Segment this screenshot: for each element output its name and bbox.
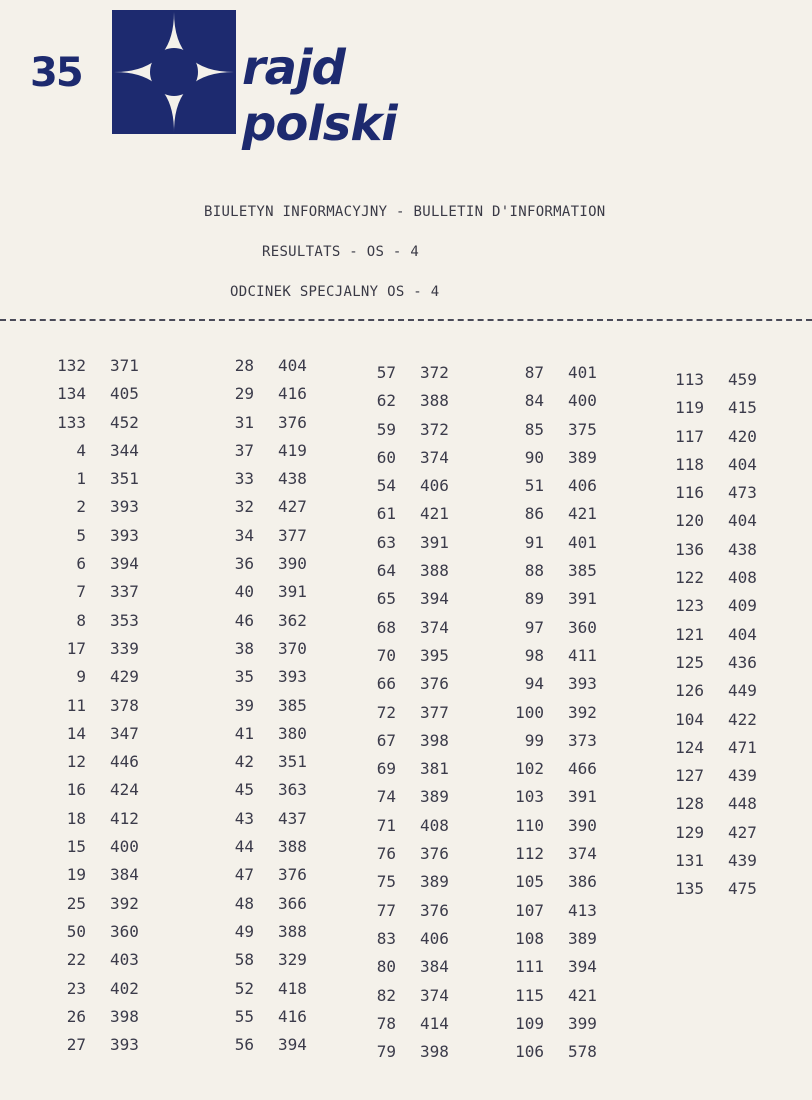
car-number: 9 (76, 667, 86, 687)
bulletin-title: BIULETYN INFORMACYJNY - BULLETIN D'INFORMATION (204, 204, 606, 220)
car-number: 78 (376, 1013, 396, 1033)
car-number: 120 (675, 511, 704, 531)
car-number: 109 (515, 1013, 544, 1033)
car-number: 40 (234, 582, 254, 602)
car-number: 44 (234, 837, 254, 857)
car-number: 129 (675, 822, 704, 842)
car-number: 66 (376, 674, 396, 694)
car-number: 126 (675, 681, 704, 701)
car-number: 11 (66, 695, 86, 715)
car-number: 60 (376, 447, 396, 467)
car-number: 90 (524, 447, 544, 467)
car-number: 15 (66, 837, 86, 857)
stage-time: 366 (278, 893, 307, 913)
stage-time: 408 (728, 568, 757, 588)
stage-time: 412 (110, 808, 139, 828)
stage-time: 351 (110, 469, 139, 489)
car-number: 119 (675, 398, 704, 418)
stage-time: 389 (420, 872, 449, 892)
stage-time: 385 (568, 561, 597, 581)
car-number: 36 (234, 554, 254, 574)
stage-time: 372 (420, 419, 449, 439)
stage-time: 399 (568, 1013, 597, 1033)
car-number: 37 (234, 440, 254, 460)
stage-time: 374 (420, 447, 449, 467)
car-number: 34 (234, 525, 254, 545)
car-number: 48 (234, 893, 254, 913)
car-number: 57 (376, 363, 396, 382)
car-number: 84 (524, 391, 544, 411)
car-number: 105 (515, 872, 544, 892)
logo-number: 35 (30, 50, 82, 96)
car-number: 27 (66, 1035, 86, 1055)
stage-time: 391 (568, 589, 597, 609)
stage-time: 459 (728, 370, 757, 389)
car-number: 97 (524, 617, 544, 637)
stage-time: 406 (568, 476, 597, 496)
dashed-divider (0, 319, 812, 321)
car-number: 23 (66, 978, 86, 998)
stage-time: 394 (420, 589, 449, 609)
stage-time: 446 (110, 752, 139, 772)
car-number: 115 (515, 985, 544, 1005)
car-number: 17 (66, 638, 86, 658)
stage-time: 376 (420, 844, 449, 864)
stage-time: 376 (420, 900, 449, 920)
stage-time: 384 (420, 957, 449, 977)
car-number: 124 (675, 737, 704, 757)
stage-time: 452 (110, 412, 139, 432)
stage-time: 374 (568, 844, 597, 864)
stage-time: 391 (278, 582, 307, 602)
car-number: 88 (524, 561, 544, 581)
stage-time: 578 (568, 1042, 597, 1062)
stage-time: 420 (728, 426, 757, 446)
car-number: 55 (234, 1006, 254, 1026)
car-number: 123 (675, 596, 704, 616)
stage-time: 392 (110, 893, 139, 913)
stage-time: 419 (278, 440, 307, 460)
stage-time: 388 (420, 391, 449, 411)
car-number: 77 (376, 900, 396, 920)
stage-time: 380 (278, 723, 307, 743)
car-number: 19 (66, 865, 86, 885)
stage-time: 393 (110, 497, 139, 517)
stage-time: 393 (568, 674, 597, 694)
stage-time: 471 (728, 737, 757, 757)
car-number: 127 (675, 766, 704, 786)
car-number: 68 (376, 617, 396, 637)
stage-time: 421 (568, 504, 597, 524)
car-number: 134 (57, 384, 86, 404)
logo-wordmark: rajd polski (242, 40, 397, 152)
stage-time: 409 (728, 596, 757, 616)
stage-time: 404 (728, 511, 757, 531)
stage-time: 437 (278, 808, 307, 828)
stage-time: 404 (728, 454, 757, 474)
stage-time: 473 (728, 483, 757, 503)
car-number: 47 (234, 865, 254, 885)
stage-time: 390 (278, 554, 307, 574)
car-number: 108 (515, 928, 544, 948)
car-number: 25 (66, 893, 86, 913)
car-number: 39 (234, 695, 254, 715)
stage-time: 393 (110, 525, 139, 545)
stage-time: 401 (568, 532, 597, 552)
stage-time: 377 (278, 525, 307, 545)
stage-time: 475 (728, 879, 757, 899)
stage-time: 376 (420, 674, 449, 694)
car-number: 2 (76, 497, 86, 517)
stage-time: 374 (420, 985, 449, 1005)
stage-time: 377 (420, 702, 449, 722)
stage-time: 413 (568, 900, 597, 920)
stage-time: 439 (728, 851, 757, 871)
car-number: 45 (234, 780, 254, 800)
stage-time: 329 (278, 950, 307, 970)
car-number: 118 (675, 454, 704, 474)
car-number: 61 (376, 504, 396, 524)
stage-time: 422 (728, 709, 757, 729)
car-number: 64 (376, 561, 396, 581)
stage-time: 438 (728, 539, 757, 559)
stage-time: 375 (568, 419, 597, 439)
car-number: 103 (515, 787, 544, 807)
stage-time: 427 (278, 497, 307, 517)
car-number: 85 (524, 419, 544, 439)
stage-time: 389 (568, 447, 597, 467)
stage-time: 392 (568, 702, 597, 722)
car-number: 52 (234, 978, 254, 998)
car-number: 133 (57, 412, 86, 432)
stage-time: 339 (110, 638, 139, 658)
car-number: 121 (675, 624, 704, 644)
stage-time: 384 (110, 865, 139, 885)
car-number: 86 (524, 504, 544, 524)
car-number: 14 (66, 723, 86, 743)
car-number: 79 (376, 1042, 396, 1062)
stage-time: 404 (728, 624, 757, 644)
car-number: 6 (76, 554, 86, 574)
stage-time: 414 (420, 1013, 449, 1033)
stage-time: 372 (420, 363, 449, 382)
stage-time: 448 (728, 794, 757, 814)
stage-time: 403 (110, 950, 139, 970)
stage-time: 429 (110, 667, 139, 687)
stage-time: 421 (568, 985, 597, 1005)
car-number: 89 (524, 589, 544, 609)
car-number: 58 (234, 950, 254, 970)
car-number: 111 (515, 957, 544, 977)
car-number: 116 (675, 483, 704, 503)
car-number: 112 (515, 844, 544, 864)
stage-time: 394 (278, 1035, 307, 1055)
car-number: 1 (76, 469, 86, 489)
car-number: 62 (376, 391, 396, 411)
stage-time: 391 (568, 787, 597, 807)
car-number: 46 (234, 610, 254, 630)
stage-time: 398 (420, 1042, 449, 1062)
stage-time: 400 (568, 391, 597, 411)
car-number: 65 (376, 589, 396, 609)
stage-time: 391 (420, 532, 449, 552)
stage-time: 347 (110, 723, 139, 743)
stage-time: 436 (728, 652, 757, 672)
stage-time: 439 (728, 766, 757, 786)
results-subtitle: RESULTATS - OS - 4 (262, 244, 420, 260)
car-number: 136 (675, 539, 704, 559)
stage-time: 376 (278, 865, 307, 885)
stage-time: 394 (110, 554, 139, 574)
stage-time: 418 (278, 978, 307, 998)
car-number: 22 (66, 950, 86, 970)
stage-time: 415 (728, 398, 757, 418)
car-number: 69 (376, 759, 396, 779)
car-number: 31 (234, 412, 254, 432)
stage-time: 402 (110, 978, 139, 998)
stage-time: 344 (110, 440, 139, 460)
car-number: 8 (76, 610, 86, 630)
car-number: 50 (66, 921, 86, 941)
car-number: 63 (376, 532, 396, 552)
stage-time: 411 (568, 645, 597, 665)
stage-time: 424 (110, 780, 139, 800)
stage-time: 389 (568, 928, 597, 948)
stage-time: 374 (420, 617, 449, 637)
car-number: 12 (66, 752, 86, 772)
stage-time: 381 (420, 759, 449, 779)
stage-time: 371 (110, 356, 139, 375)
car-number: 76 (376, 844, 396, 864)
car-number: 74 (376, 787, 396, 807)
car-number: 18 (66, 808, 86, 828)
logo-emblem-icon (112, 10, 236, 134)
car-number: 107 (515, 900, 544, 920)
car-number: 110 (515, 815, 544, 835)
stage-time: 404 (278, 356, 307, 375)
stage-time: 337 (110, 582, 139, 602)
car-number: 72 (376, 702, 396, 722)
stage-time: 401 (568, 363, 597, 382)
car-number: 38 (234, 638, 254, 658)
stage-time: 416 (278, 1006, 307, 1026)
stage-time: 449 (728, 681, 757, 701)
car-number: 106 (515, 1042, 544, 1062)
stage-time: 388 (420, 561, 449, 581)
stage-time: 405 (110, 384, 139, 404)
stage-time: 400 (110, 837, 139, 857)
stage-time: 360 (568, 617, 597, 637)
stage-time: 421 (420, 504, 449, 524)
special-stage-title: ODCINEK SPECJALNY OS - 4 (230, 284, 440, 300)
car-number: 75 (376, 872, 396, 892)
stage-time: 351 (278, 752, 307, 772)
stage-time: 390 (568, 815, 597, 835)
stage-time: 370 (278, 638, 307, 658)
car-number: 32 (234, 497, 254, 517)
car-number: 35 (234, 667, 254, 687)
car-number: 56 (234, 1035, 254, 1055)
car-number: 59 (376, 419, 396, 439)
car-number: 117 (675, 426, 704, 446)
car-number: 5 (76, 525, 86, 545)
car-number: 87 (524, 363, 544, 382)
stage-time: 353 (110, 610, 139, 630)
stage-time: 398 (110, 1006, 139, 1026)
car-number: 98 (524, 645, 544, 665)
stage-time: 406 (420, 476, 449, 496)
car-number: 132 (57, 356, 86, 375)
stage-time: 373 (568, 730, 597, 750)
car-number: 28 (234, 356, 254, 375)
car-number: 51 (524, 476, 544, 496)
car-number: 99 (524, 730, 544, 750)
stage-time: 360 (110, 921, 139, 941)
car-number: 41 (234, 723, 254, 743)
car-number: 104 (675, 709, 704, 729)
stage-time: 388 (278, 837, 307, 857)
car-number: 70 (376, 645, 396, 665)
car-number: 113 (675, 370, 704, 389)
stage-time: 438 (278, 469, 307, 489)
stage-time: 376 (278, 412, 307, 432)
stage-time: 398 (420, 730, 449, 750)
stage-time: 378 (110, 695, 139, 715)
stage-time: 388 (278, 921, 307, 941)
car-number: 26 (66, 1006, 86, 1026)
car-number: 102 (515, 759, 544, 779)
car-number: 80 (376, 957, 396, 977)
car-number: 128 (675, 794, 704, 814)
car-number: 54 (376, 476, 396, 496)
stage-time: 389 (420, 787, 449, 807)
stage-time: 363 (278, 780, 307, 800)
car-number: 43 (234, 808, 254, 828)
car-number: 122 (675, 568, 704, 588)
car-number: 49 (234, 921, 254, 941)
car-number: 94 (524, 674, 544, 694)
stage-time: 395 (420, 645, 449, 665)
car-number: 4 (76, 440, 86, 460)
stage-time: 385 (278, 695, 307, 715)
car-number: 131 (675, 851, 704, 871)
car-number: 7 (76, 582, 86, 602)
stage-time: 416 (278, 384, 307, 404)
car-number: 67 (376, 730, 396, 750)
stage-time: 362 (278, 610, 307, 630)
stage-time: 393 (110, 1035, 139, 1055)
car-number: 33 (234, 469, 254, 489)
rally-logo (30, 10, 500, 152)
car-number: 16 (66, 780, 86, 800)
car-number: 29 (234, 384, 254, 404)
car-number: 71 (376, 815, 396, 835)
stage-time: 394 (568, 957, 597, 977)
car-number: 83 (376, 928, 396, 948)
stage-time: 393 (278, 667, 307, 687)
car-number: 135 (675, 879, 704, 899)
stage-time: 408 (420, 815, 449, 835)
car-number: 91 (524, 532, 544, 552)
car-number: 82 (376, 985, 396, 1005)
stage-time: 386 (568, 872, 597, 892)
car-number: 100 (515, 702, 544, 722)
stage-time: 466 (568, 759, 597, 779)
car-number: 125 (675, 652, 704, 672)
stage-time: 406 (420, 928, 449, 948)
stage-time: 427 (728, 822, 757, 842)
car-number: 42 (234, 752, 254, 772)
